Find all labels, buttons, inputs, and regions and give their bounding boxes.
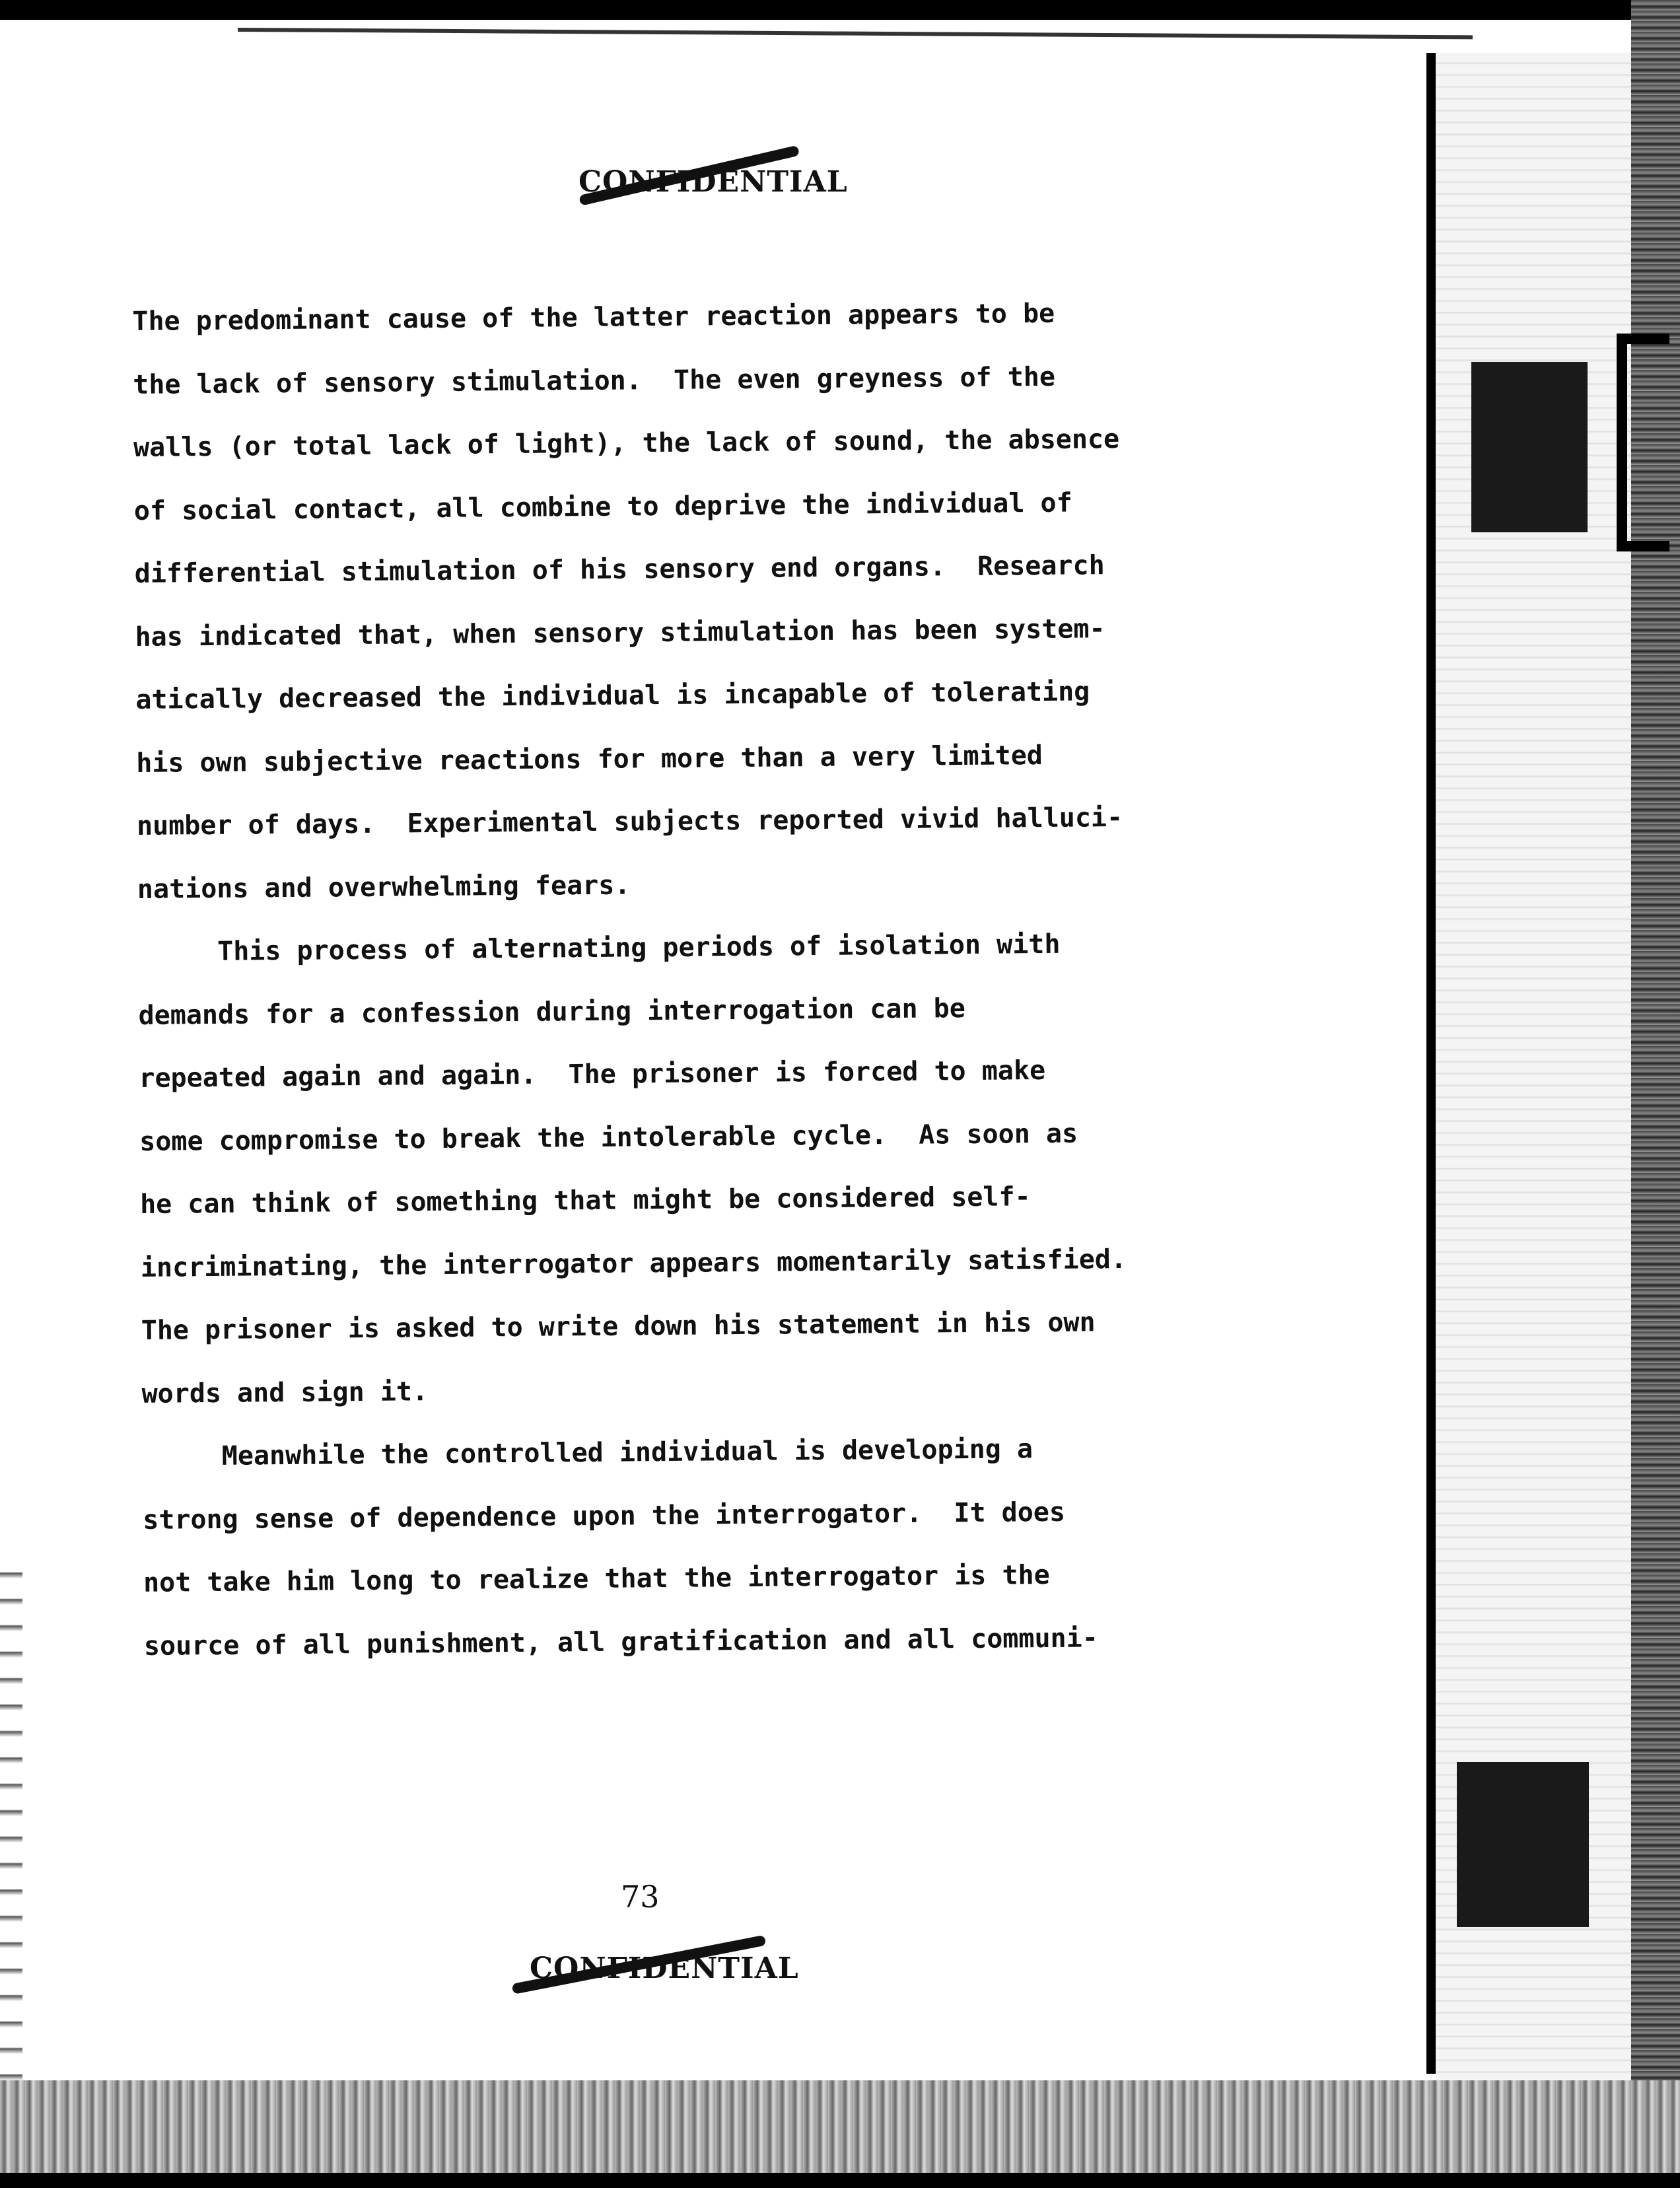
scan-dark-patch-upper <box>1471 362 1588 532</box>
document-body <box>132 281 1227 1678</box>
text-line: incriminating, the interrogator appears momentarily satisfied. <box>140 1244 1127 1283</box>
text-line: demands for a confession during interrogation can be <box>138 993 965 1031</box>
page-number: 73 <box>621 1879 660 1915</box>
scan-page-top-edge <box>238 28 1473 39</box>
text-line: walls (or total lack of light), the lack of sound, the absence <box>133 423 1120 463</box>
scan-bottom-black <box>0 2173 1680 2188</box>
text-line: some compromise to break the intolerable cycle. As soon as <box>139 1118 1078 1157</box>
text-line: words and sign it. <box>141 1376 429 1409</box>
scan-left-edge <box>0 1552 22 2100</box>
text-line: not take him long to realize that the interrogator is the <box>143 1559 1050 1598</box>
text-line: source of all punishment, all gratification and all communi- <box>143 1622 1098 1662</box>
classification-stamp-bottom: CONFIDENTIAL <box>530 1952 799 1985</box>
classification-stamp-top: CONFIDENTIAL <box>578 165 848 199</box>
scan-far-right-edge <box>1631 0 1680 2188</box>
text-line: strong sense of dependence upon the interrogator. It does <box>143 1497 1066 1535</box>
text-line: has indicated that, when sensory stimulation has been system- <box>135 613 1105 653</box>
scan-dark-patch-lower <box>1457 1762 1589 1927</box>
text-line: the lack of sensory stimulation. The even greyness of the <box>133 361 1056 400</box>
scan-top-border <box>0 0 1680 20</box>
scan-page-right-edge <box>1426 53 1436 2074</box>
scan-bracket-mark <box>1617 334 1669 551</box>
text-line: atically decreased the individual is incapable of tolerating <box>135 676 1090 715</box>
text-line: number of days. Experimental subjects reported vivid halluci- <box>136 802 1123 841</box>
text-line: nations and overwhelming fears. <box>137 869 631 905</box>
text-line: repeated again and again. The prisoner is forced to make <box>139 1055 1046 1094</box>
text-line: he can think of something that might be considered self- <box>139 1182 1031 1220</box>
text-line: The predominant cause of the latter reaction appears to be <box>132 298 1055 337</box>
text-line: differential stimulation of his sensory end organs. Research <box>134 550 1105 589</box>
text-line: of social contact, all combine to deprive the individual of <box>133 487 1072 526</box>
scan-bottom-border <box>0 2080 1680 2188</box>
text-line: his own subjective reactions for more than a very limited <box>136 740 1043 779</box>
text-line: The prisoner is asked to write down his statement in his own <box>141 1307 1096 1346</box>
text-line: This process of alternating periods of isolation with <box>137 929 1061 968</box>
text-line: Meanwhile the controlled individual is developing a <box>142 1434 1033 1472</box>
